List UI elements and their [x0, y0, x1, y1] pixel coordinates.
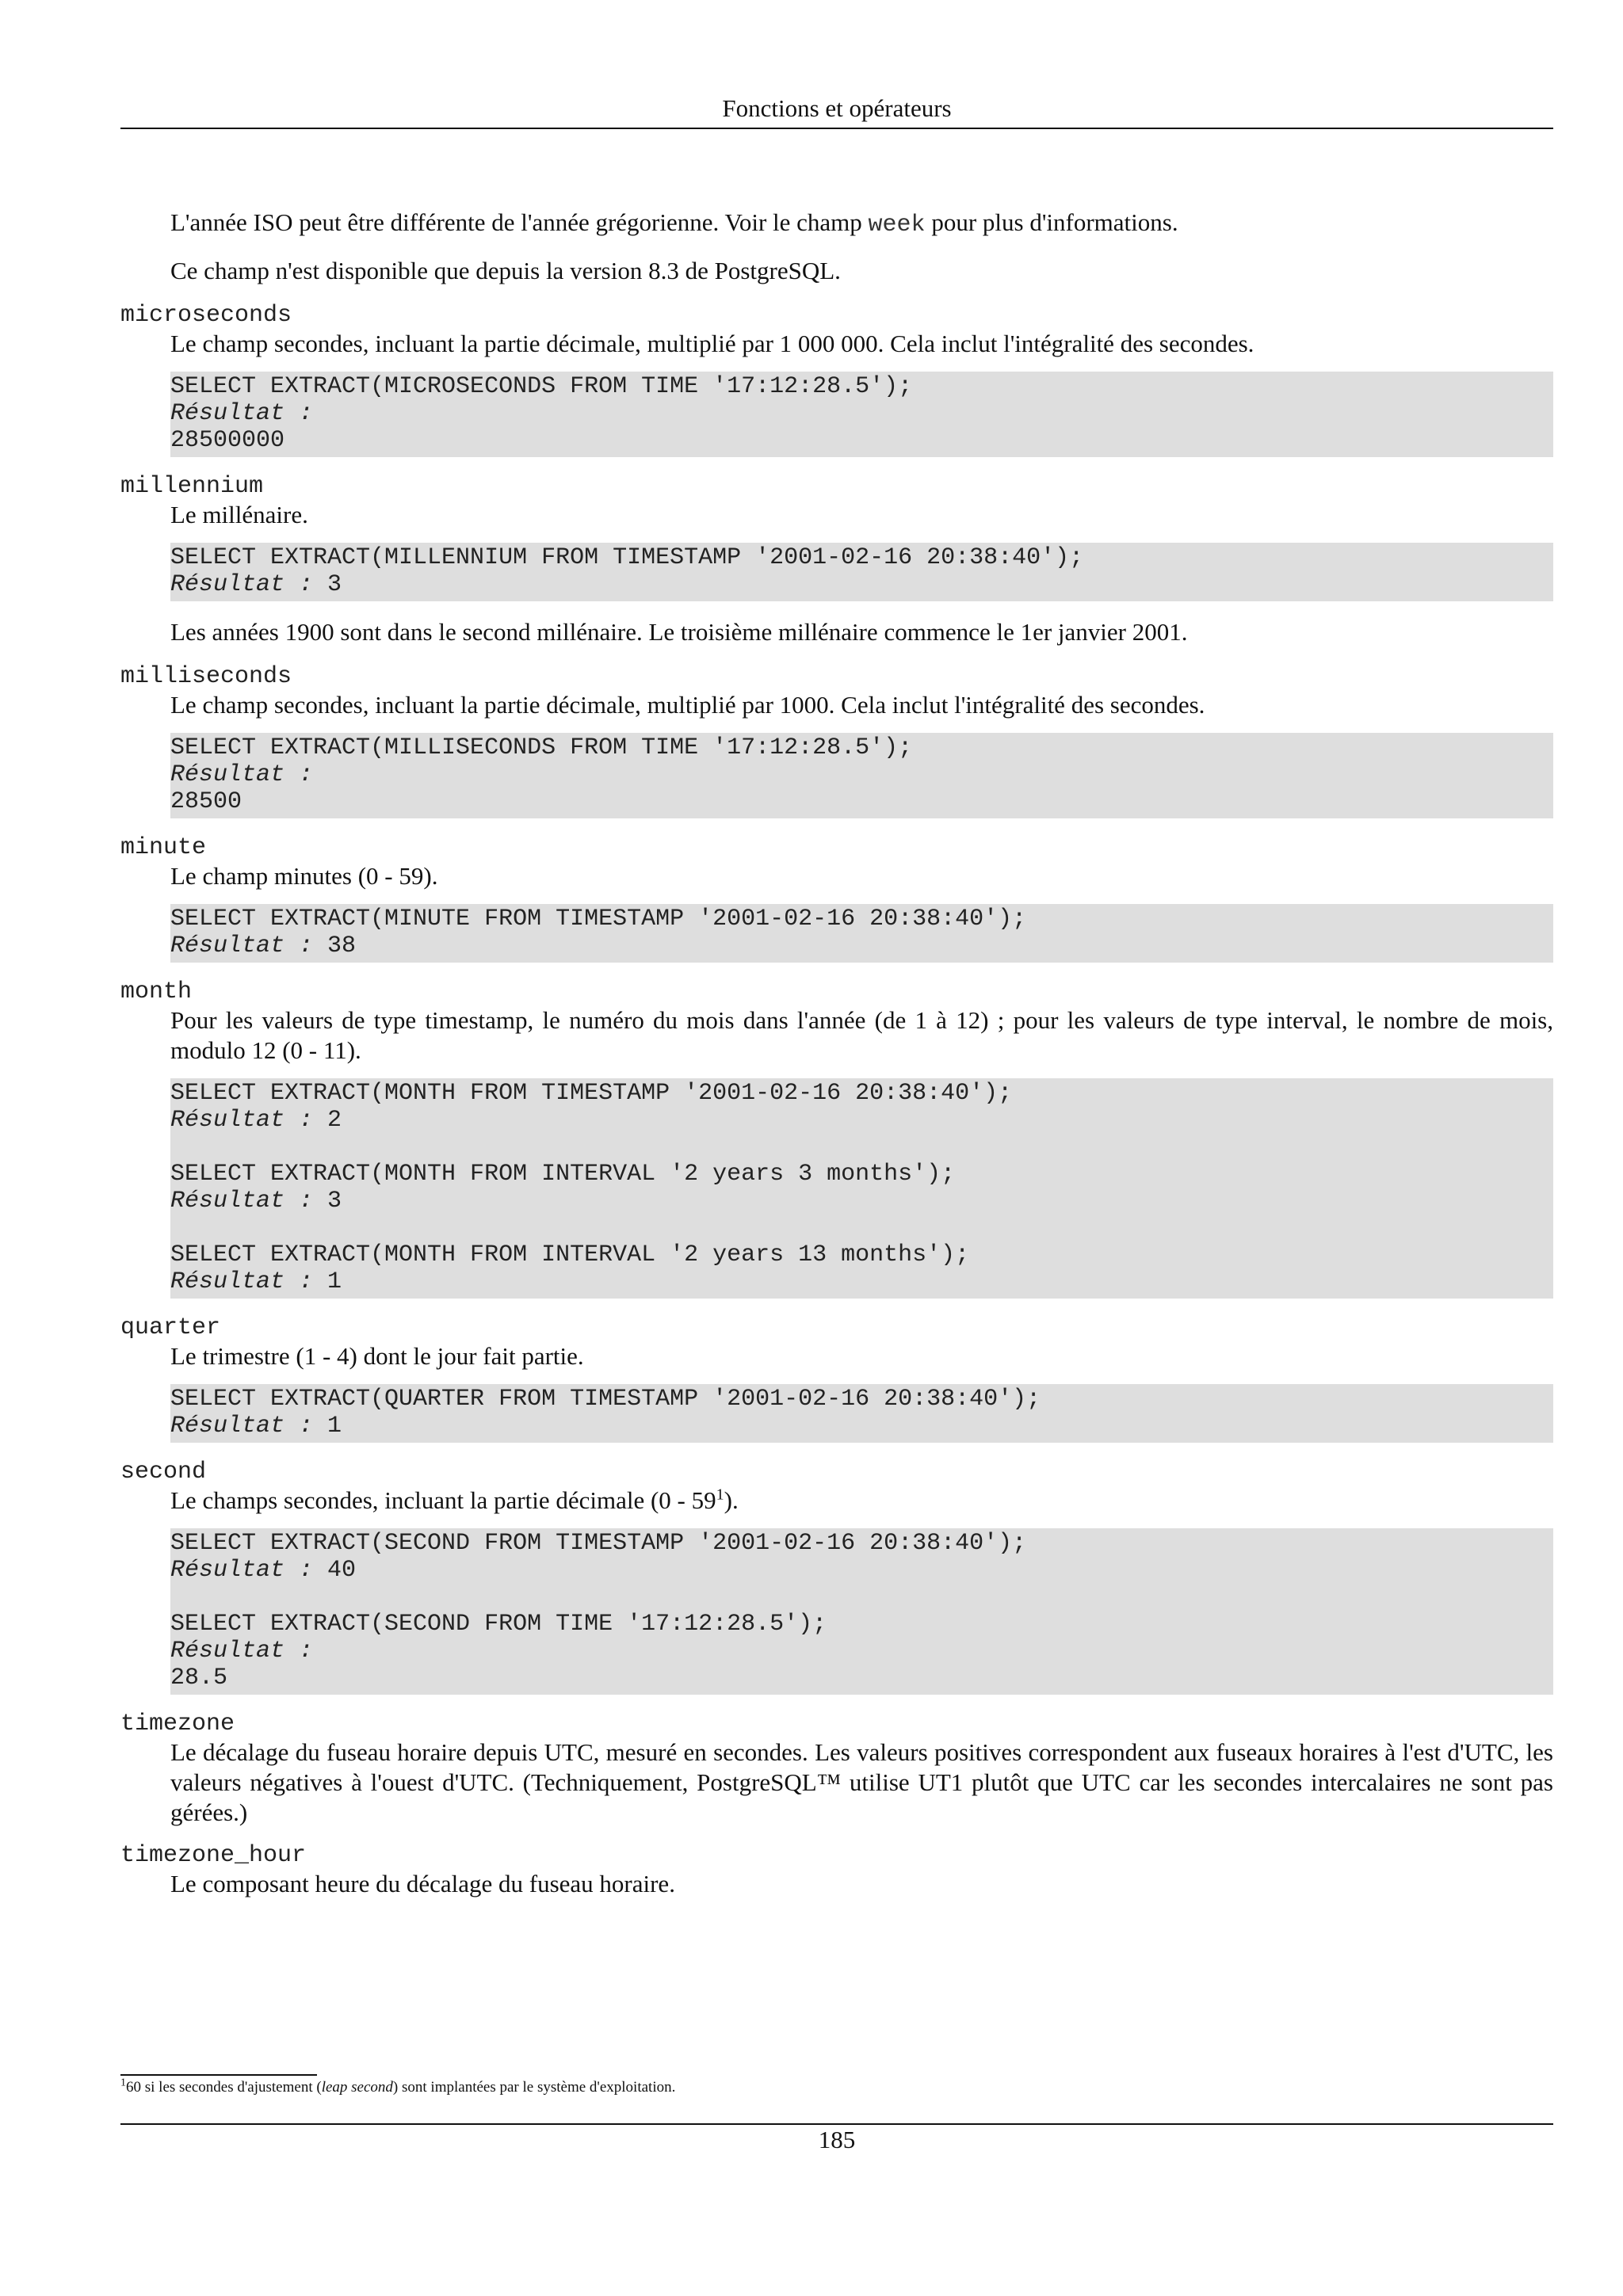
field-entry-month — [120, 978, 1553, 1299]
field-description: Le champs secondes, incluant la partie décimale $(0 - 59^1)$. — [170, 1486, 739, 1514]
result-value: 40 — [327, 1557, 357, 1584]
result-value: 28500000 — [170, 427, 285, 454]
field-term: month — [120, 978, 193, 1005]
field-entry-microseconds — [120, 302, 1553, 457]
result-line — [170, 1188, 1553, 1215]
code-example-block — [170, 733, 1553, 818]
result-line — [170, 1557, 1553, 1584]
field-description: Pour les valeurs de type timestamp, le numéro du mois dans l'année (de 1 à 12) ; pour les valeurs de type interval, le nombre de mois, modulo 12 (0 - 11). — [170, 1006, 1553, 1064]
field-entry-second — [120, 1459, 1553, 1695]
result-label: Résultat : — [170, 400, 314, 427]
result-value: 3 — [327, 1188, 342, 1215]
page-header-title: Fonctions et opérateurs — [722, 94, 952, 122]
result-line — [170, 400, 1553, 427]
field-term: timezone — [120, 1711, 235, 1737]
footnote-reference: 1 — [716, 1486, 724, 1504]
result-line — [170, 1413, 1553, 1440]
page-number: 185 — [818, 2126, 856, 2153]
field-entry-timezone — [120, 1711, 1553, 1828]
field-term: milliseconds — [120, 663, 292, 690]
code-example-block — [170, 543, 1553, 601]
field-description: Le trimestre (1 - 4) dont le jour fait partie. — [170, 1342, 584, 1370]
inline-code-week: week — [868, 212, 926, 238]
sql-statement: SELECT EXTRACT(MINUTE FROM TIMESTAMP '2001-02-16 20:38:40'); — [170, 906, 1027, 933]
footnote-rule — [120, 2074, 317, 2076]
field-definition-list — [120, 302, 1553, 1899]
field-entry-minute — [120, 834, 1553, 963]
field-term: timezone_hour — [120, 1842, 307, 1869]
sql-statement: SELECT EXTRACT(MONTH FROM TIMESTAMP '2001-02-16 20:38:40'); — [170, 1080, 1013, 1107]
field-entry-millennium — [120, 473, 1553, 647]
result-value: 1 — [327, 1413, 342, 1440]
result-label: Résultat : — [170, 1413, 314, 1440]
main-content — [120, 208, 1553, 1913]
field-description: Le champ minutes (0 - 59). — [170, 862, 438, 890]
field-term: minute — [120, 834, 207, 861]
field-description: Le champ secondes, incluant la partie décimale, multiplié par 1000. Cela inclut l'intégralité des secondes. — [170, 691, 1205, 719]
field-description: Le décalage du fuseau horaire depuis UTC, mesuré en secondes. Les valeurs positives correspondent aux fuseaux horaires à l'est d'UTC, les valeurs négatives à l'ouest d'UTC. (Techniquement, PostgreSQL™ utilise UT1 plutôt que UTC car les secondes intercalaires ne sont pas gérées.) — [170, 1738, 1553, 1826]
result-line — [170, 1268, 1553, 1295]
field-term: microseconds — [120, 302, 292, 329]
result-line — [170, 571, 1553, 598]
result-line — [170, 1638, 1553, 1665]
code-example-block — [170, 1384, 1553, 1443]
intro-paragraph-version: Ce champ n'est disponible que depuis la version 8.3 de PostgreSQL. — [170, 257, 841, 284]
result-label: Résultat : — [170, 1557, 314, 1584]
code-example-block — [170, 904, 1553, 963]
field-entry-quarter — [120, 1314, 1553, 1443]
result-label: Résultat : — [170, 1268, 314, 1295]
sql-statement: SELECT EXTRACT(MONTH FROM INTERVAL '2 years 13 months'); — [170, 1241, 970, 1268]
result-line — [170, 761, 1553, 788]
code-example-block — [170, 1528, 1553, 1695]
field-term: second — [120, 1459, 207, 1486]
result-label: Résultat : — [170, 1107, 314, 1134]
field-description: Le millénaire. — [170, 501, 308, 528]
result-label: Résultat : — [170, 1188, 314, 1215]
sql-statement: SELECT EXTRACT(MICROSECONDS FROM TIME '17:12:28.5'); — [170, 373, 913, 400]
result-label: Résultat : — [170, 933, 314, 959]
result-label: Résultat : — [170, 571, 314, 598]
sql-statement: SELECT EXTRACT(MILLISECONDS FROM TIME '17:12:28.5'); — [170, 734, 913, 761]
sql-statement: SELECT EXTRACT(MILLENNIUM FROM TIMESTAMP '2001-02-16 20:38:40'); — [170, 544, 1084, 571]
field-note: Les années 1900 sont dans le second millénaire. Le troisième millénaire commence le 1er janvier 2001. — [170, 618, 1188, 646]
sql-statement: SELECT EXTRACT(SECOND FROM TIME '17:12:28.5'); — [170, 1611, 827, 1638]
result-line — [170, 1107, 1553, 1134]
sql-statement: SELECT EXTRACT(MONTH FROM INTERVAL '2 years 3 months'); — [170, 1161, 956, 1188]
result-label: Résultat : — [170, 761, 314, 788]
result-value: 3 — [327, 571, 342, 598]
result-value: 28.5 — [170, 1665, 228, 1691]
result-value: 38 — [327, 933, 357, 959]
intro-paragraph-iso-year: L'année ISO peut être différente de l'année grégorienne. Voir le champ week pour plus d'informations. — [170, 208, 1178, 238]
code-example-block — [170, 372, 1553, 457]
field-entry-timezone-hour — [120, 1842, 1553, 1899]
result-value: 2 — [327, 1107, 342, 1134]
sql-statement: SELECT EXTRACT(QUARTER FROM TIMESTAMP '2001-02-16 20:38:40'); — [170, 1386, 1041, 1413]
field-entry-milliseconds — [120, 663, 1553, 818]
field-term: millennium — [120, 473, 264, 500]
field-description: Le composant heure du décalage du fuseau horaire. — [170, 1870, 675, 1897]
result-line — [170, 933, 1553, 959]
sql-statement: SELECT EXTRACT(SECOND FROM TIMESTAMP '2001-02-16 20:38:40'); — [170, 1530, 1027, 1557]
field-term: quarter — [120, 1314, 221, 1341]
code-example-block — [170, 1078, 1553, 1299]
result-value: 28500 — [170, 788, 242, 815]
result-label: Résultat : — [170, 1638, 314, 1665]
result-value: 1 — [327, 1268, 342, 1295]
footnote: $^1$60 si les secondes d'ajustement (leap second) sont implantées par le système d'exploitation. — [120, 2077, 676, 2096]
header-rule — [120, 128, 1553, 129]
field-description: Le champ secondes, incluant la partie décimale, multiplié par 1 000 000. Cela inclut l'intégralité des secondes. — [170, 330, 1254, 357]
